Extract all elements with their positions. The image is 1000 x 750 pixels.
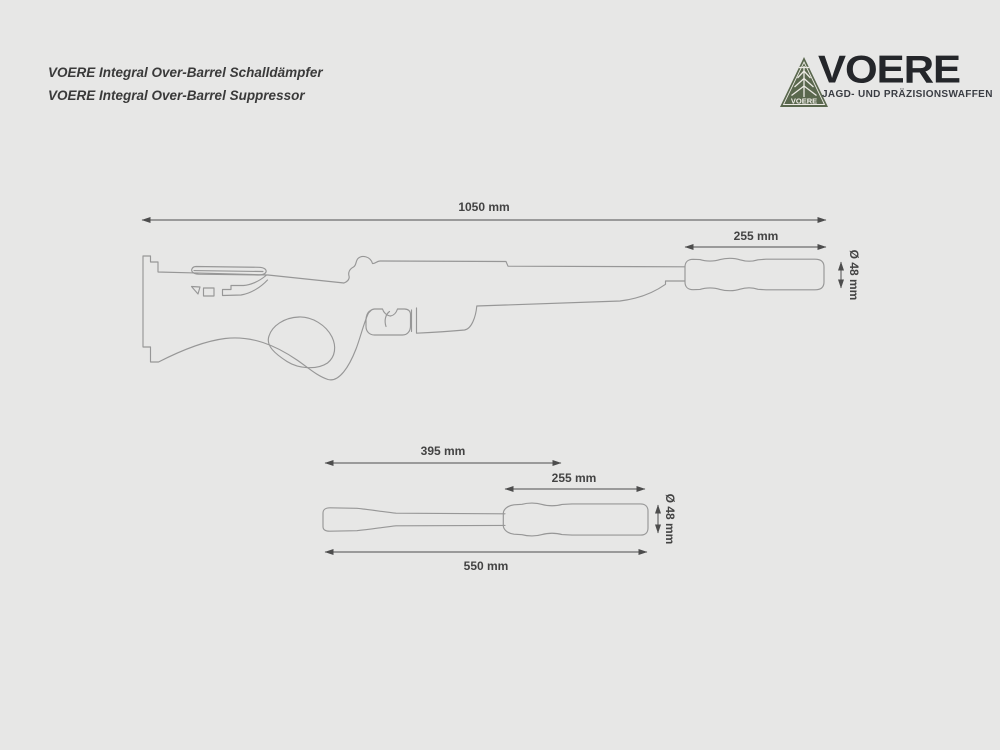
rifle-forend-line xyxy=(412,281,686,333)
cheekpiece-screw-triangle xyxy=(192,287,201,295)
logo-wordmark: VOERE xyxy=(818,47,961,91)
dim-label-total-length: 550 mm xyxy=(463,559,509,573)
suppressor-body xyxy=(503,503,648,536)
dim-label-diameter-top: Ø 48 mm xyxy=(847,249,861,301)
rifle-suppressor-body xyxy=(685,258,824,290)
dim-label-overall-length: 1050 mm xyxy=(458,200,510,214)
dim-label-barrel-length: 395 mm xyxy=(420,444,466,458)
logo-emblem-text: VOERE xyxy=(790,96,818,106)
barrel-outline xyxy=(323,508,505,531)
dim-label-diameter-bottom: Ø 48 mm xyxy=(663,493,677,545)
dim-label-suppressor-length-bottom: 255 mm xyxy=(551,471,597,485)
cheekpiece-screw-square xyxy=(204,288,215,296)
thumbhole-cutout xyxy=(268,317,334,368)
title-german: VOERE Integral Over-Barrel Schalldämpfer xyxy=(48,65,323,80)
logo-tagline: JAGD- UND PRÄZISIONSWAFFEN xyxy=(822,89,993,100)
dim-label-suppressor-length-top: 255 mm xyxy=(733,229,779,243)
cheekpiece-bracket xyxy=(223,276,268,296)
title-english: VOERE Integral Over-Barrel Suppressor xyxy=(48,88,305,103)
